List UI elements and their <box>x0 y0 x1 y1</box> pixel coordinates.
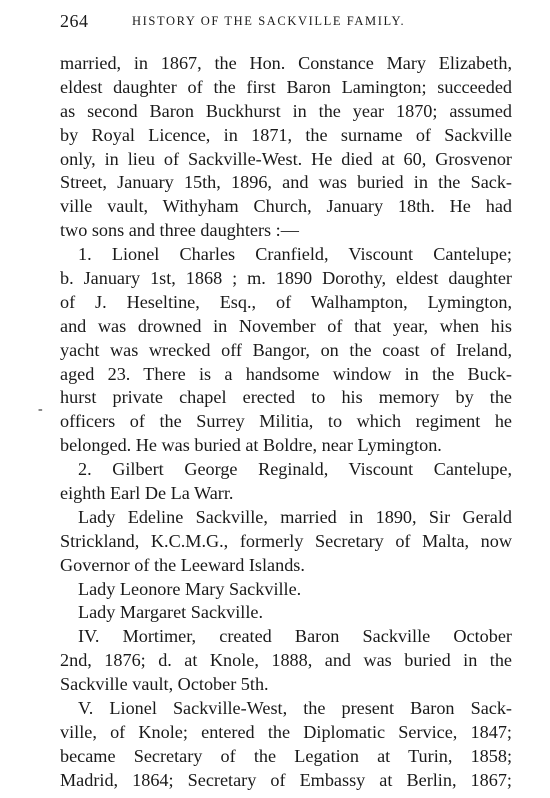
text-line: married, in 1867, the Hon. Constance Mary Elizabeth, <box>60 53 512 73</box>
text-line: two sons and three daughters :— <box>60 220 299 241</box>
text-line: Sackville vault, October 5th. <box>60 674 269 695</box>
text-line: 1. Lionel Charles Cranfield, Viscount Cantelupe; <box>78 244 512 265</box>
text-line: 2. Gilbert George Reginald, Viscount Cantelupe, <box>78 459 512 480</box>
text-line: by Royal Licence, in 1871, the surname of Sackville <box>60 124 512 145</box>
text-line: Madrid, 1864; Secretary of Embassy at Berlin, 1867; <box>60 769 512 790</box>
running-title: HISTORY OF THE SACKVILLE FAMILY. <box>132 14 406 28</box>
margin-mark: - <box>38 402 43 417</box>
page-number: 264 <box>60 11 89 31</box>
text-line: Lady Margaret Sackville. <box>78 602 264 623</box>
page-header <box>60 11 512 35</box>
text-line: and was drowned in November of that year, when his <box>60 315 512 336</box>
text-line: as second Baron Buckhurst in the year 1870; assumed <box>60 100 512 121</box>
text-line: Lady Leonore Mary Sackville. <box>78 578 302 599</box>
text-line: aged 23. There is a handsome window in the Buck- <box>60 363 512 384</box>
body-text <box>60 52 512 793</box>
text-line: became Secretary of the Legation at Turin, 1858; <box>60 745 512 766</box>
text-line: belonged. He was buried at Boldre, near Lymington. <box>60 435 442 456</box>
text-line: Strickland, K.C.M.G., formerly Secretary of Malta, now <box>60 530 512 551</box>
text-line: V. Lionel Sackville-West, the present Baron Sack- <box>78 698 512 719</box>
text-line: of J. Heseltine, Esq., of Walhampton, Lymington, <box>60 291 512 312</box>
text-line: only, in lieu of Sackville-West. He died at 60, Grosvenor <box>60 148 512 169</box>
text-line: ville, of Knole; entered the Diplomatic Service, 1847; <box>60 721 512 742</box>
text-line: eighth Earl De La Warr. <box>60 483 234 504</box>
text-line: yacht was wrecked off Bangor, on the coast of Ireland, <box>60 339 512 360</box>
text-line: officers of the Surrey Militia, to which regiment he <box>60 411 512 432</box>
text-line: eldest daughter of the first Baron Lamington; succeeded <box>60 76 512 97</box>
text-line: hurst private chapel erected to his memory by the <box>60 387 512 408</box>
text-line: Street, January 15th, 1896, and was buried in the Sack- <box>60 172 512 193</box>
text-line: ville vault, Withyham Church, January 18th. He had <box>60 196 512 217</box>
text-line: IV. Mortimer, created Baron Sackville October <box>78 626 512 647</box>
text-line: 2nd, 1876; d. at Knole, 1888, and was buried in the <box>60 650 512 671</box>
text-line: Lady Edeline Sackville, married in 1890, Sir Gerald <box>78 506 512 527</box>
text-line: Governor of the Leeward Islands. <box>60 554 305 575</box>
text-line: b. January 1st, 1868 ; m. 1890 Dorothy, eldest daughter <box>60 268 512 289</box>
